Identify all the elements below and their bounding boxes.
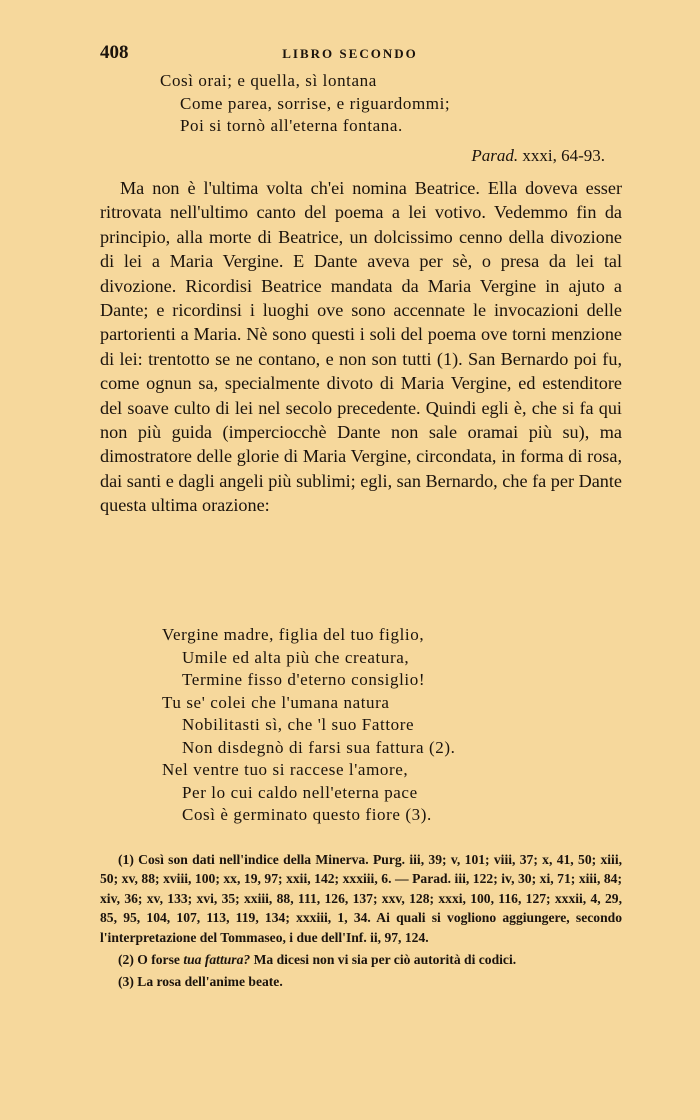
footnote-3: (3) La rosa dell'anime beate.	[118, 974, 283, 990]
verse-line: Così orai; e quella, sì lontana	[160, 71, 377, 90]
verse-line: Non disdegnò di farsi sua fattura (2).	[182, 737, 456, 757]
verse-line: Nobilitasti sì, che 'l suo Fattore	[182, 715, 415, 734]
footnotes	[100, 850, 622, 992]
verse-citation	[471, 145, 605, 167]
running-head: LIBRO SECONDO	[282, 46, 418, 61]
footnote-2-text: (2) O forse	[118, 952, 184, 968]
footnote-2	[100, 950, 622, 969]
body-paragraph: Ma non è l'ultima volta ch'ei nomina Beatrice. Ella doveva esser ritrovata nell'ultimo canto del poema a lei votivo. Vedemmo fin da principio, alla morte di Beatrice, un dolcissimo cenno della divozione di lei a Maria Vergine. E Dante aveva per sè, o presa da lei tal divozione. Ricordisi Beatrice mandata da Maria Vergine in ajuto a Dante; e ricordinsi i luoghi ove sono accennate le invocazioni delle partorienti a Maria. Nè sono questi i soli del poema ove torni menzione di lei: trentotto se ne contano, e non son tutti (1). San Bernardo poi fu, come ognun sa, specialmente divoto di Maria Vergine, ed estenditore del soave culto di lei nel secolo precedente. Quindi egli è, che si fa qui non più guida (imperciocchè Dante non sale oramai più su), ma dimostratore delle glorie di Maria Vergine, circondata, in forma di rosa, dai santi e dagli angeli più sublimi; egli, san Bernardo, che fa per Dante questa ultima orazione:	[100, 178, 622, 516]
verse-line: Tu se' colei che l'umana natura	[162, 692, 390, 712]
citation-reference: xxxi, 64-93.	[522, 146, 605, 165]
verse-line: Poi si tornò all'eterna fontana.	[180, 116, 403, 135]
verse-line: Come parea, sorrise, e riguardommi;	[180, 93, 451, 113]
footnote-2-tail: Ma dicesi non vi sia per ciò autorità di codici.	[250, 952, 517, 968]
citation-work: Parad.	[471, 146, 519, 165]
verse-line: Umile ed alta più che creatura,	[182, 647, 410, 667]
opening-verse	[160, 70, 450, 138]
footnote-1: (1) Così son dati nell'indice della Minerva. Purg. iii, 39; v, 101; viii, 37; x, 41, 50; xiii, 50; xv, 88; xviii, 100; xx, 19, 97; xxii, 142; xxxiii, 6. — Parad. iii, 122; iv, 30; xi, 71; xiii, 84; xiv, 36; xv, 133; xvi, 35; xxiii, 88, 111, 126, 137; xxv, 128; xxxi, 100, 116, 127; xxxii, 4, 29, 85, 95, 104, 107, 113, 119, 134; xxxiii, 1, 34. Ai quali si vogliono aggiungere, secondo l'interpretazione del Tommaseo, i due dell'Inf. ii, 97, 124.	[100, 852, 622, 945]
footnote-2-italic: tua fattura?	[183, 952, 251, 968]
page-header	[100, 42, 600, 64]
verse-line: Termine fisso d'eterno consiglio!	[182, 670, 426, 689]
verse-line: Così è germinato questo fiore (3).	[182, 805, 432, 824]
verse-line: Vergine madre, figlia del tuo figlio,	[162, 625, 425, 644]
page-number: 408	[100, 42, 129, 63]
prayer-verse	[162, 624, 455, 827]
verse-line: Per lo cui caldo nell'eterna pace	[182, 782, 418, 802]
verse-line: Nel ventre tuo si raccese l'amore,	[162, 760, 409, 779]
